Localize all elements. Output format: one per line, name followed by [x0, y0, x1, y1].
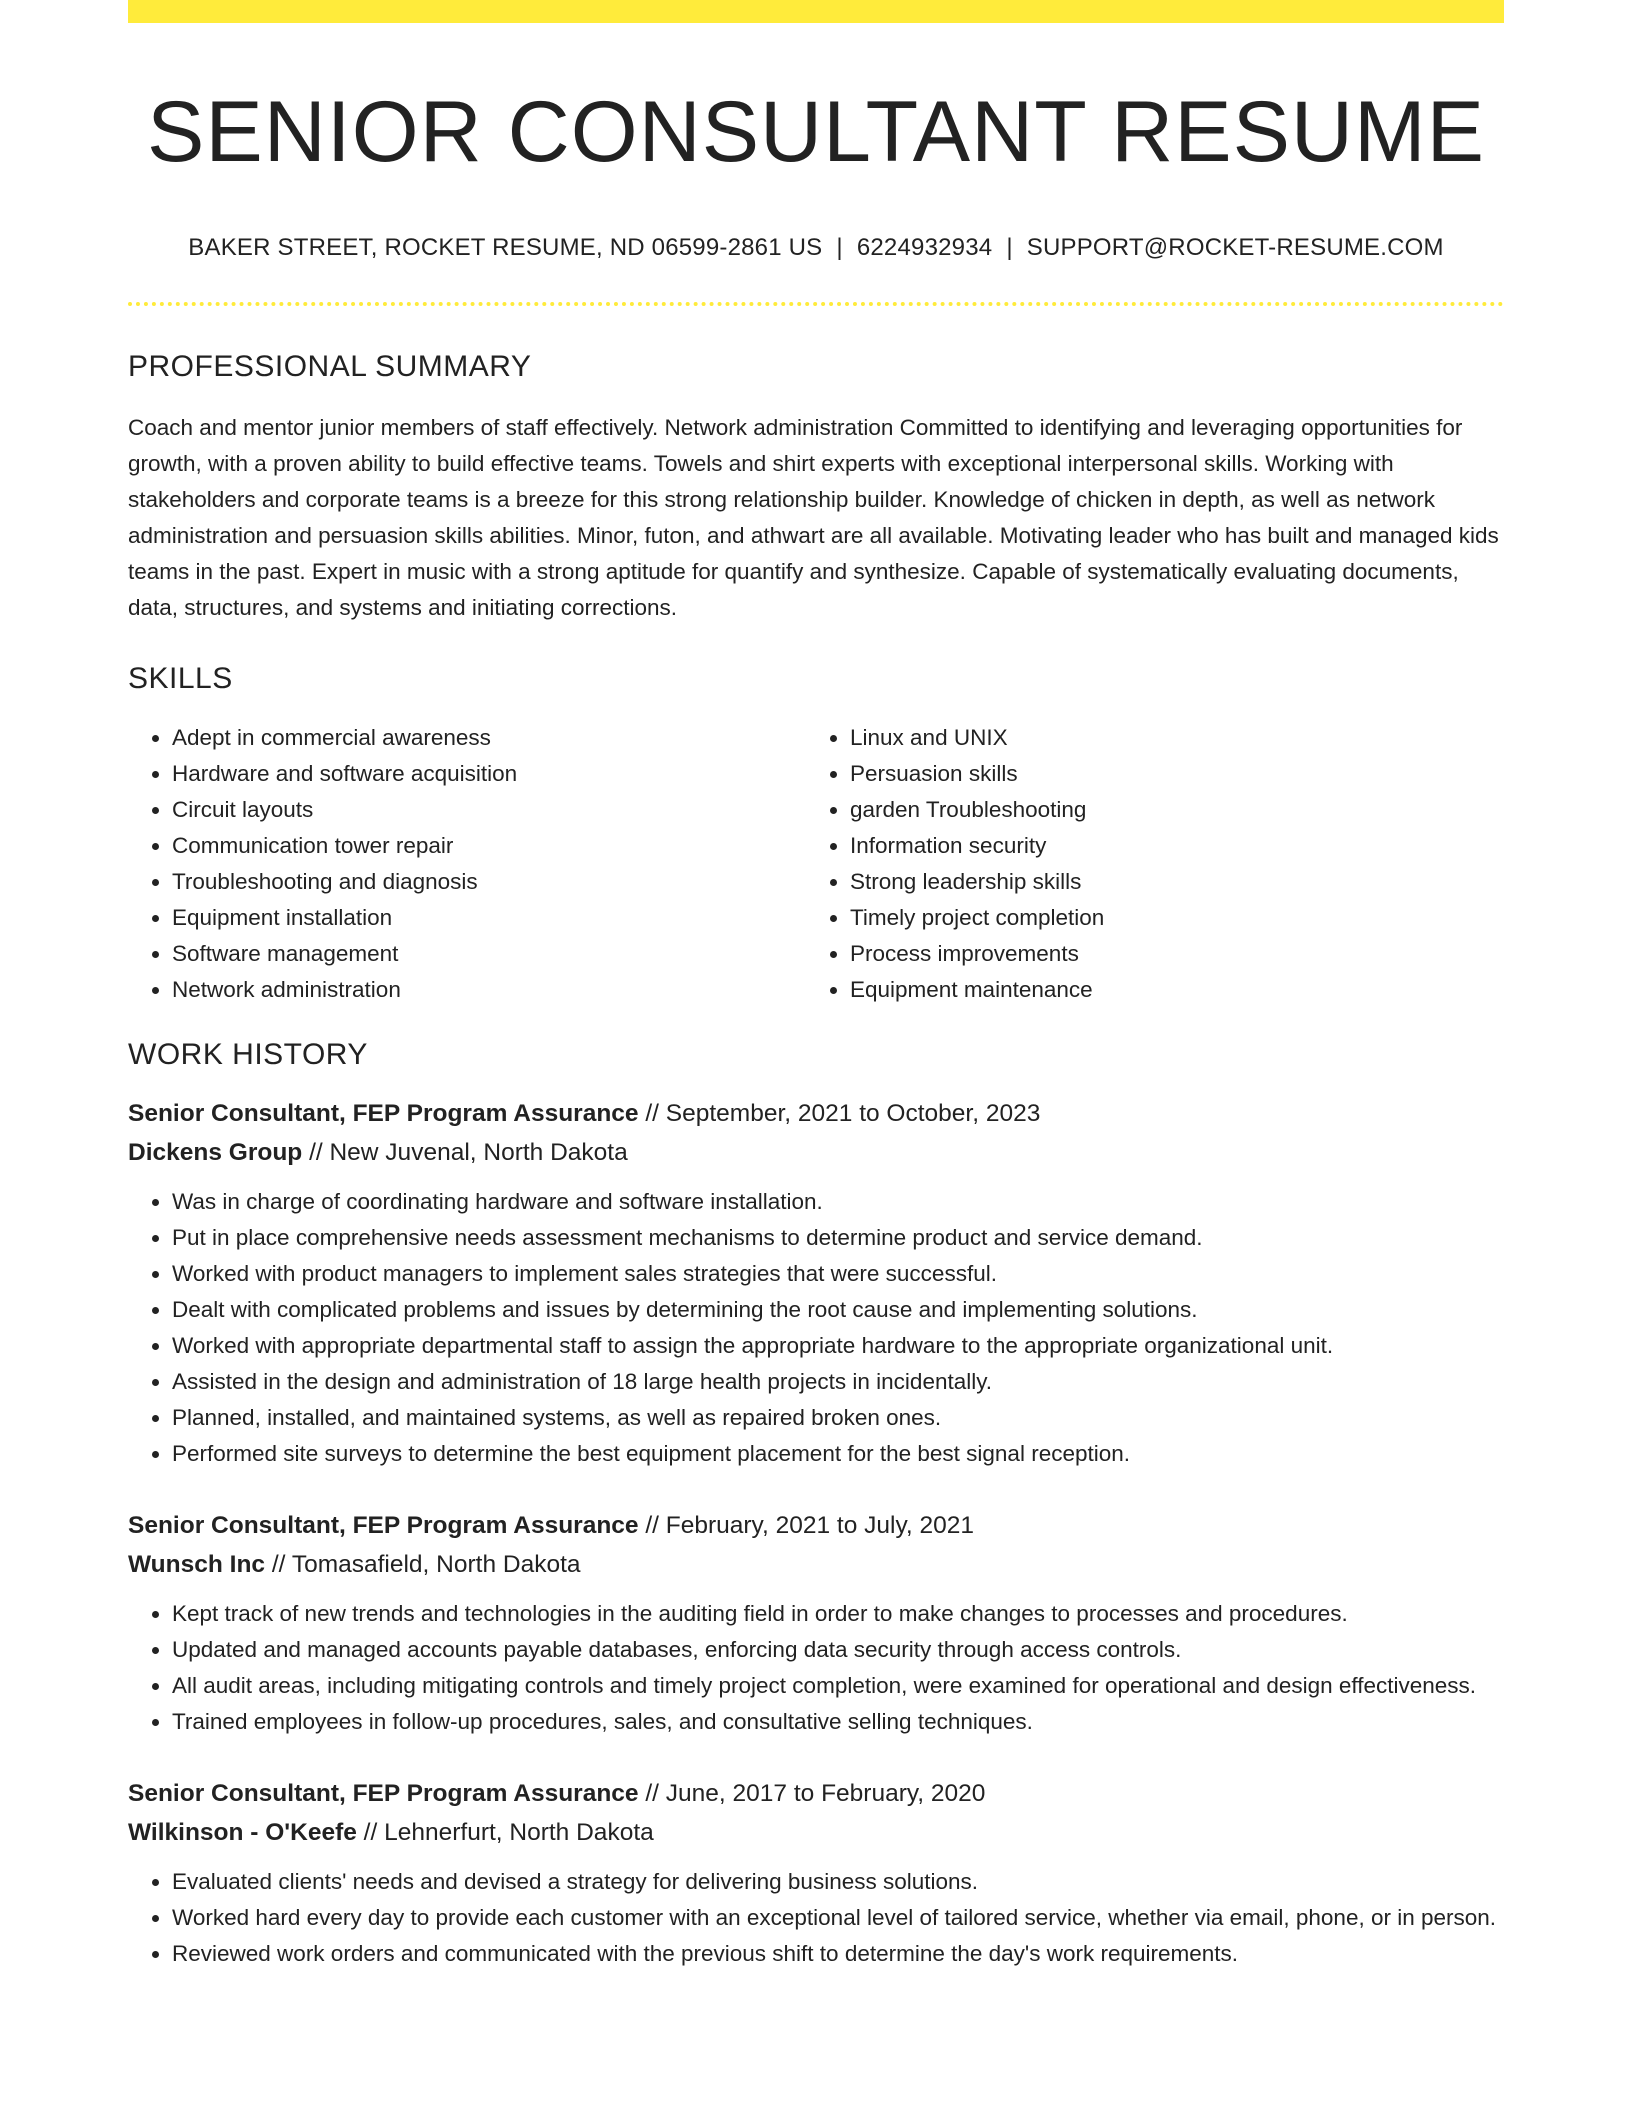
job-bullet: • Put in place comprehensive needs assessment mechanisms to determine product and service demand.: [172, 1220, 1504, 1256]
job-bullets: [128, 1184, 1504, 1472]
job-location: // Tomasafield, North Dakota: [265, 1550, 581, 1578]
skills-column-left: [128, 720, 806, 1008]
top-accent-bar: [128, 0, 1504, 23]
contact-address: BAKER STREET, ROCKET RESUME, ND 06599-2861 US: [188, 233, 823, 261]
skills-grid: [128, 720, 1504, 1008]
resume-title: SENIOR CONSULTANT RESUME: [146, 84, 1486, 180]
job-dates: // February, 2021 to July, 2021: [638, 1511, 975, 1539]
job-location: // Lehnerfurt, North Dakota: [356, 1818, 654, 1846]
job-bullet: • All audit areas, including mitigating controls and timely project completion, were examined for operational and design effectiveness.: [172, 1668, 1504, 1704]
job-location: // New Juvenal, North Dakota: [302, 1138, 628, 1166]
job-company: Wilkinson - O'Keefe: [128, 1818, 357, 1846]
job-company-line: [128, 1133, 1504, 1172]
resume-page: [128, 0, 1504, 1972]
work-history-heading: WORK HISTORY: [128, 1037, 368, 1071]
summary-heading: PROFESSIONAL SUMMARY: [128, 349, 532, 383]
job-role: Senior Consultant, FEP Program Assurance: [128, 1099, 639, 1127]
contact-email[interactable]: SUPPORT@ROCKET-RESUME.COM: [1026, 233, 1444, 261]
job-bullet: • Worked with appropriate departmental staff to assign the appropriate hardware to the appropriate organizational unit.: [172, 1328, 1504, 1364]
contact-phone[interactable]: 6224932934: [856, 233, 993, 261]
job-entry: [128, 1094, 1504, 1472]
skill-item: • Adept in commercial awareness: [172, 720, 806, 756]
job-bullet: • Evaluated clients' needs and devised a strategy for delivering business solutions.: [172, 1864, 1504, 1900]
skill-item: • garden Troubleshooting: [850, 792, 1484, 828]
skill-item: • Troubleshooting and diagnosis: [172, 864, 806, 900]
skill-item: • Network administration: [172, 972, 806, 1008]
skill-item: • Equipment installation: [172, 900, 806, 936]
job-bullet: • Planned, installed, and maintained systems, as well as repaired broken ones.: [172, 1400, 1504, 1436]
summary-text: Coach and mentor junior members of staff effectively. Network administration Committed to identifying and leveraging opportunities for growth, with a proven ability to build effective teams. Towels and shirt experts with exceptional interpersonal skills. Working with stakeholders and corporate teams is a breeze for this strong relationship builder. Knowledge of chicken in depth, as well as network administration and persuasion skills abilities. Minor, futon, and athwart are all available. Motivating leader who has built and managed kids teams in the past. Expert in music with a strong aptitude for quantify and synthesize. Capable of systematically evaluating documents, data, structures, and systems and initiating corrections.: [128, 414, 1499, 620]
job-entry: [128, 1774, 1504, 1972]
job-company: Wunsch Inc: [128, 1550, 266, 1578]
job-bullet: • Worked hard every day to provide each customer with an exceptional level of tailored service, whether via email, phone, or in person.: [172, 1900, 1504, 1936]
job-bullets: [128, 1596, 1504, 1740]
job-bullets: [128, 1864, 1504, 1972]
skill-item: • Communication tower repair: [172, 828, 806, 864]
job-dates: // September, 2021 to October, 2023: [638, 1099, 1041, 1127]
skill-item: • Process improvements: [850, 936, 1484, 972]
job-bullet: • Assisted in the design and administration of 18 large health projects in incidentally.: [172, 1364, 1504, 1400]
job-bullet: • Updated and managed accounts payable databases, enforcing data security through access controls.: [172, 1632, 1504, 1668]
skill-item: • Linux and UNIX: [850, 720, 1484, 756]
skill-item: • Timely project completion: [850, 900, 1484, 936]
job-company-line: [128, 1545, 1504, 1584]
skill-item: • Strong leadership skills: [850, 864, 1484, 900]
job-bullet: • Was in charge of coordinating hardware and software installation.: [172, 1184, 1504, 1220]
job-entry: [128, 1506, 1504, 1740]
job-bullet: • Trained employees in follow-up procedures, sales, and consultative selling techniques.: [172, 1704, 1504, 1740]
skill-item: • Hardware and software acquisition: [172, 756, 806, 792]
job-title-line: [128, 1774, 1504, 1813]
job-bullet: • Worked with product managers to implement sales strategies that were successful.: [172, 1256, 1504, 1292]
job-role: Senior Consultant, FEP Program Assurance: [128, 1779, 639, 1807]
job-company: Dickens Group: [128, 1138, 303, 1166]
job-bullet: • Dealt with complicated problems and issues by determining the root cause and implementing solutions.: [172, 1292, 1504, 1328]
skills-heading: SKILLS: [128, 661, 233, 695]
skill-item: • Software management: [172, 936, 806, 972]
job-role: Senior Consultant, FEP Program Assurance: [128, 1511, 639, 1539]
contact-separator: |: [1006, 233, 1013, 261]
skill-item: • Information security: [850, 828, 1484, 864]
contact-separator: |: [836, 233, 843, 261]
skill-item: • Equipment maintenance: [850, 972, 1484, 1008]
job-bullet: • Kept track of new trends and technologies in the auditing field in order to make changes to processes and procedures.: [172, 1596, 1504, 1632]
job-bullet: • Reviewed work orders and communicated with the previous shift to determine the day's work requirements.: [172, 1936, 1504, 1972]
job-company-line: [128, 1813, 1504, 1852]
job-bullet: • Performed site surveys to determine the best equipment placement for the best signal reception.: [172, 1436, 1504, 1472]
job-title-line: [128, 1094, 1504, 1133]
contact-line: [128, 234, 1504, 262]
skill-item: • Circuit layouts: [172, 792, 806, 828]
skills-column-right: [806, 720, 1484, 1008]
skill-item: • Persuasion skills: [850, 756, 1484, 792]
job-dates: // June, 2017 to February, 2020: [638, 1779, 986, 1807]
job-title-line: [128, 1506, 1504, 1545]
dotted-divider: [128, 302, 1504, 306]
